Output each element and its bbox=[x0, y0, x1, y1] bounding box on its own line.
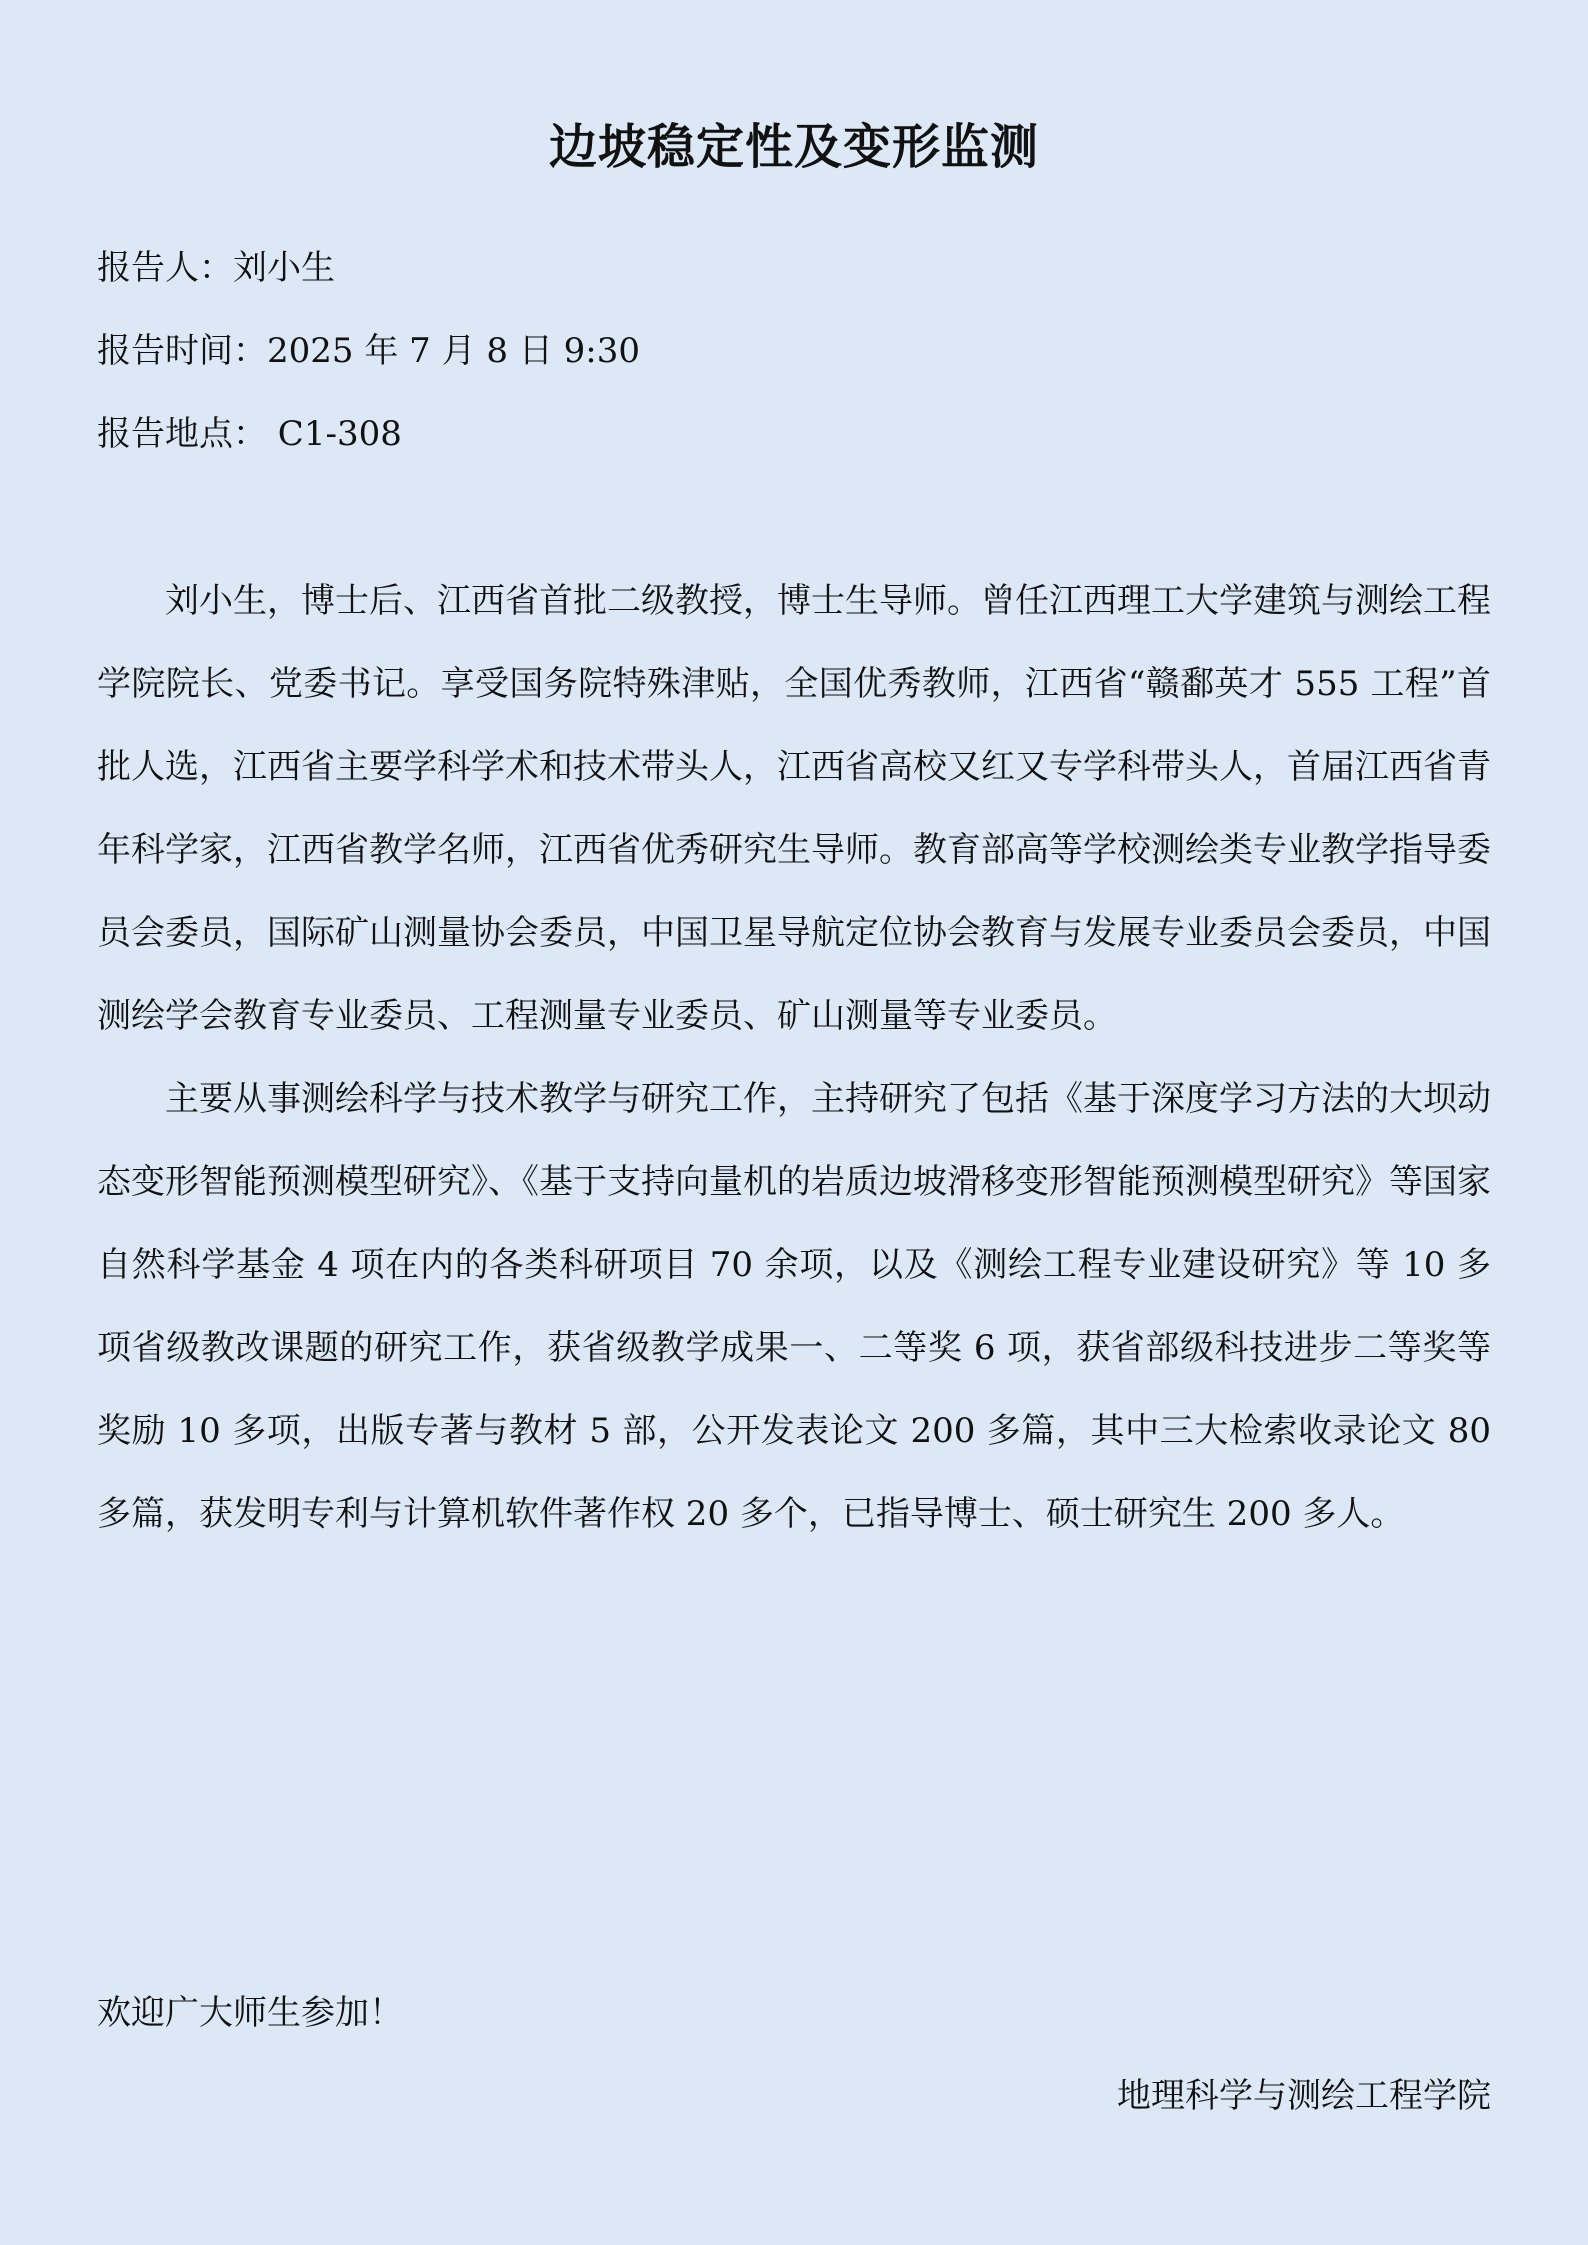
page-title: 边坡稳定性及变形监测 bbox=[548, 119, 1039, 175]
closing-line: 欢迎广大师生参加！ bbox=[97, 1993, 403, 2033]
time-line: 报告时间：2025 年 7 月 8 日 9:30 bbox=[97, 331, 640, 371]
speaker-line: 报告人：刘小生 bbox=[97, 248, 335, 288]
organizer-signature: 地理科学与测绘工程学院 bbox=[1117, 2076, 1491, 2116]
speaker-bio bbox=[97, 560, 1491, 1556]
bio-paragraph: 刘小生，博士后、江西省首批二级教授，博士生导师。曾任江西理工大学建筑与测绘工程学院院长、党委书记。享受国务院特殊津贴，全国优秀教师，江西省“赣鄱英才 555 工程”首批人选，江西省主要学科学术和技术带头人，江西省高校又红又专学科带头人，首届江西省青年科学家，江西省教学名师，江西省优秀研究生导师。教育部高等学校测绘类专业教学指导委员会委员，国际矿山测量协会委员，中国卫星导航定位协会教育与发展专业委员会委员，中国测绘学会教育专业委员、工程测量专业委员、矿山测量等专业委员。 bbox=[97, 581, 1491, 1036]
research-paragraph: 主要从事测绘科学与技术教学与研究工作，主持研究了包括《基于深度学习方法的大坝动态变形智能预测模型研究》、《基于支持向量机的岩质边坡滑移变形智能预测模型研究》等国家自然科学基金 4 项在内的各类科研项目 70 余项，以及《测绘工程专业建设研究》等 10 多项省级教改课题的研究工作，获省级教学成果一、二等奖 6 项，获省部级科技进步二等奖等奖励 10 多项，出版专著与教材 5 部，公开发表论文 200 多篇，其中三大检索收录论文 80 多篇，获发明专利与计算机软件著作权 20 多个，已指导博士、硕士研究生 200 多人。 bbox=[97, 1079, 1491, 1534]
place-line: 报告地点： C1-308 bbox=[97, 414, 402, 454]
